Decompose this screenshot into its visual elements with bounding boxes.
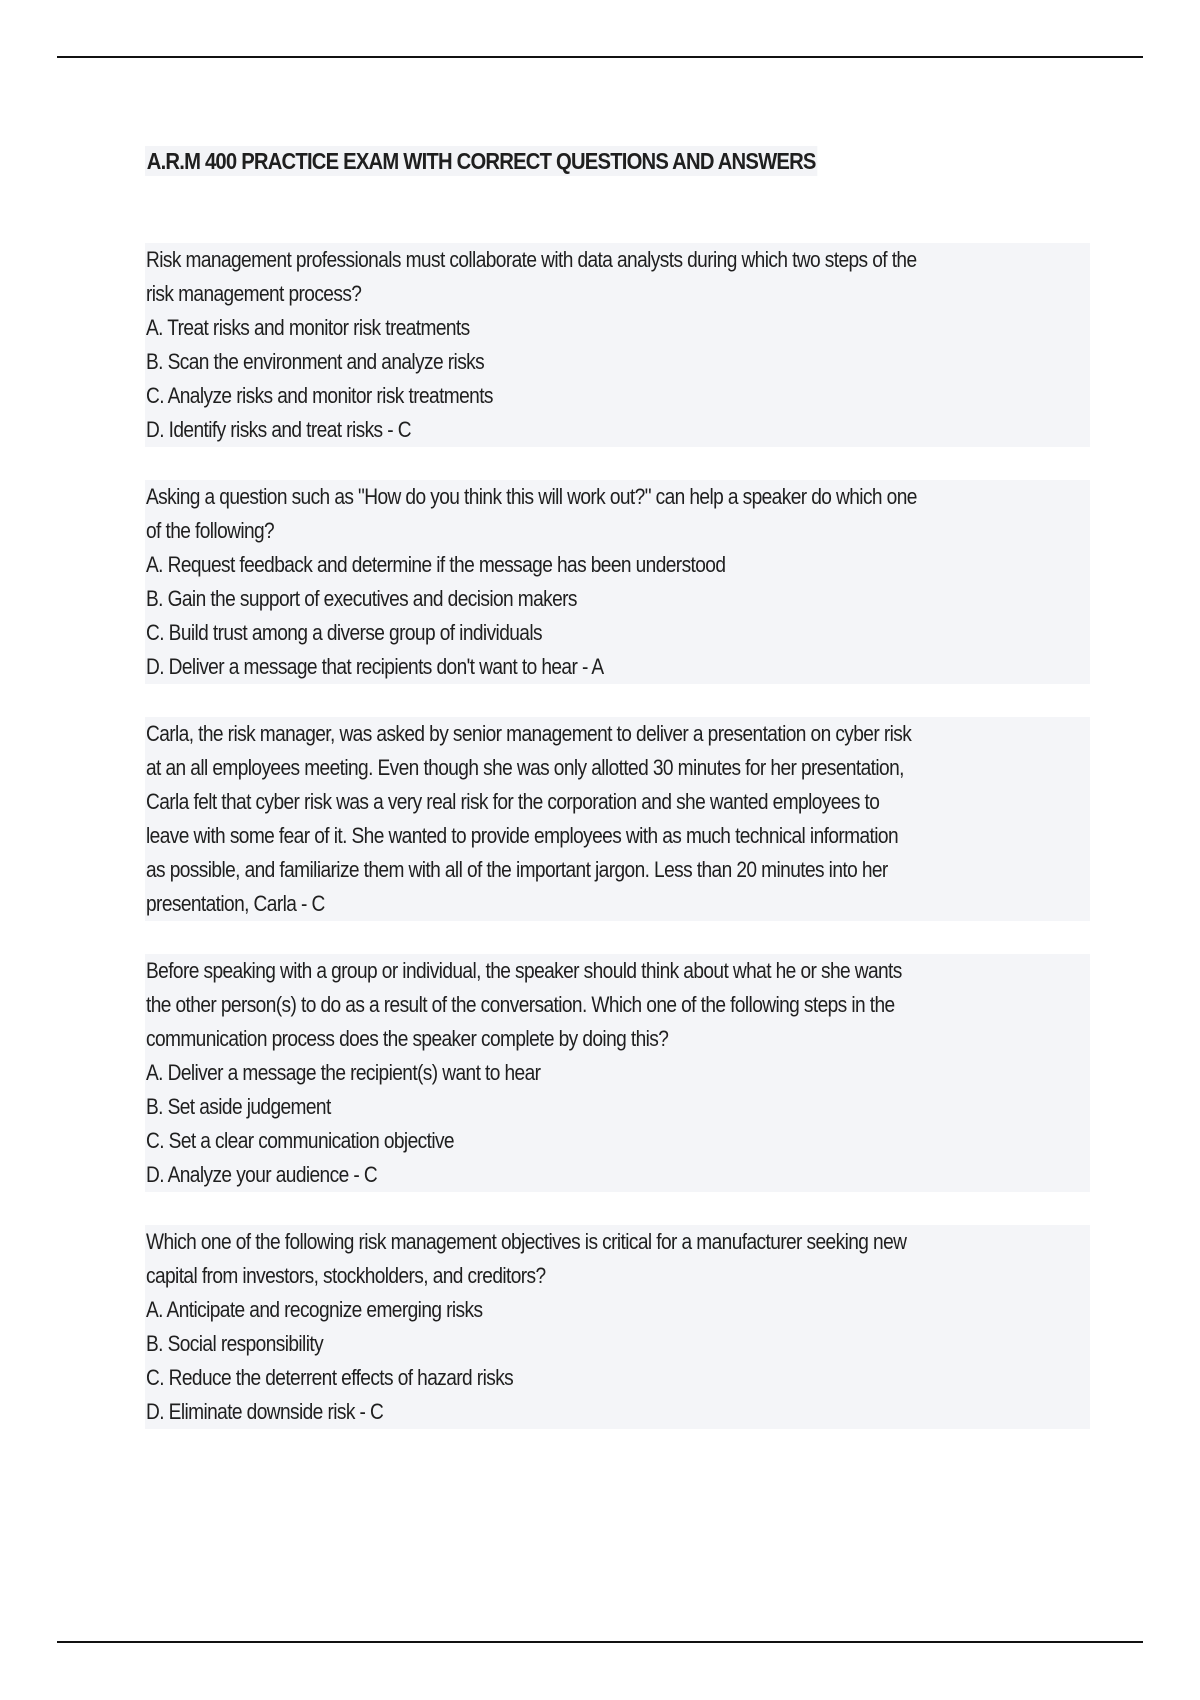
answer-option: D. Analyze your audience - C (145, 1158, 1090, 1192)
question-line: Carla, the risk manager, was asked by senior management to deliver a presentation on cyber risk (145, 717, 1090, 751)
answer-line: presentation, Carla - C (145, 887, 1090, 921)
answer-option: B. Set aside judgement (145, 1090, 1090, 1124)
answer-option: C. Analyze risks and monitor risk treatments (145, 379, 1090, 413)
answer-option: C. Reduce the deterrent effects of hazard risks (145, 1361, 1090, 1395)
question-line: as possible, and familiarize them with all of the important jargon. Less than 20 minutes into her (145, 853, 1090, 887)
question-block (145, 243, 1090, 447)
answer-option: D. Identify risks and treat risks - C (145, 413, 1090, 447)
question-block (145, 954, 1090, 1192)
question-line: Risk management professionals must collaborate with data analysts during which two steps of the (145, 243, 1090, 277)
question-line: at an all employees meeting. Even though she was only allotted 30 minutes for her presentation, (145, 751, 1090, 785)
question-line: Before speaking with a group or individual, the speaker should think about what he or she wants (145, 954, 1090, 988)
document-title: A.R.M 400 PRACTICE EXAM WITH CORRECT QUESTIONS AND ANSWERS (146, 148, 816, 174)
question-line: Carla felt that cyber risk was a very real risk for the corporation and she wanted employees to (145, 785, 1090, 819)
question-line: the other person(s) to do as a result of the conversation. Which one of the following steps in the (145, 988, 1090, 1022)
bottom-rule (57, 1641, 1143, 1643)
document-page (145, 146, 1090, 1462)
answer-option: D. Deliver a message that recipients don't want to hear - A (145, 650, 1090, 684)
question-line: leave with some fear of it. She wanted to provide employees with as much technical information (145, 819, 1090, 853)
answer-option: C. Set a clear communication objective (145, 1124, 1090, 1158)
answer-option: A. Anticipate and recognize emerging risks (145, 1293, 1090, 1327)
top-rule (57, 56, 1143, 58)
question-line: Which one of the following risk management objectives is critical for a manufacturer seeking new (145, 1225, 1090, 1259)
question-line: of the following? (145, 514, 1090, 548)
answer-option: D. Eliminate downside risk - C (145, 1395, 1090, 1429)
question-line: risk management process? (145, 277, 1090, 311)
question-line: capital from investors, stockholders, and creditors? (145, 1259, 1090, 1293)
question-block (145, 1225, 1090, 1429)
answer-option: A. Deliver a message the recipient(s) want to hear (145, 1056, 1090, 1090)
answer-option: C. Build trust among a diverse group of individuals (145, 616, 1090, 650)
answer-option: A. Request feedback and determine if the message has been understood (145, 548, 1090, 582)
answer-option: B. Scan the environment and analyze risks (145, 345, 1090, 379)
question-line: communication process does the speaker complete by doing this? (145, 1022, 1090, 1056)
answer-option: B. Social responsibility (145, 1327, 1090, 1361)
question-block (145, 717, 1090, 921)
question-line: Asking a question such as "How do you think this will work out?" can help a speaker do which one (145, 480, 1090, 514)
question-block (145, 480, 1090, 684)
answer-option: A. Treat risks and monitor risk treatments (145, 311, 1090, 345)
answer-option: B. Gain the support of executives and decision makers (145, 582, 1090, 616)
